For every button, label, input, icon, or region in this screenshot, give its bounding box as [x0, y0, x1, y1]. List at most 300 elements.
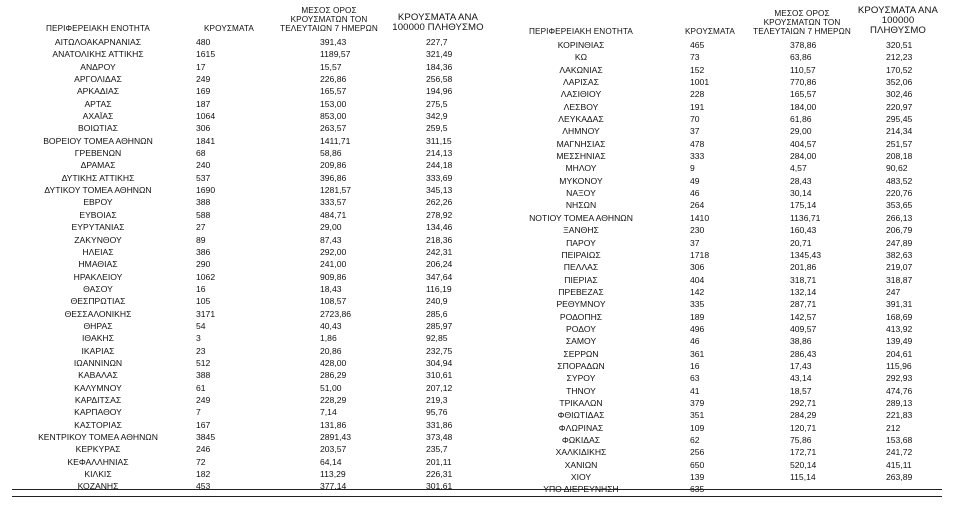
cell-cases: 3845 [196, 432, 216, 442]
cell-per100k: 208,18 [886, 151, 913, 162]
cell-per100k: 226,31 [426, 469, 453, 480]
cell-per100k: 345,13 [426, 185, 453, 196]
cell-cases: 333 [690, 151, 705, 162]
cell-cases: 23 [196, 345, 206, 356]
cell-region: ΔΥΤΙΚΗΣ ΑΤΤΙΚΗΣ [61, 172, 135, 183]
cell-avg7: 29,00 [320, 222, 342, 233]
cell-region: ΜΑΓΝΗΣΙΑΣ [556, 138, 606, 149]
cell-per100k: 292,93 [886, 373, 913, 384]
cell-cases: 73 [690, 52, 700, 63]
cell-per100k: 206,24 [426, 259, 453, 270]
cell-per100k: 220,76 [886, 188, 913, 199]
cell-cases: 62 [690, 435, 700, 445]
cell-cases: 169 [196, 86, 211, 97]
cell-per100k: 302,46 [886, 89, 913, 100]
cell-avg7: 284,00 [790, 151, 817, 162]
cell-region: ΥΠΟ ΔΙΕΡΕΥΝΗΣΗ [543, 484, 619, 495]
table-row [492, 101, 942, 113]
table-header-row [12, 6, 492, 36]
cell-cases: 388 [196, 370, 211, 381]
cell-region: ΚΙΛΚΙΣ [84, 469, 112, 480]
cell-avg7: 15,57 [320, 61, 342, 72]
cell-region: ΑΡΚΑΔΙΑΣ [76, 86, 120, 97]
cell-cases: 1001 [690, 77, 710, 88]
table-row [12, 147, 492, 159]
cell-avg7: 7,14 [320, 407, 337, 418]
cell-per100k: 347,64 [426, 271, 453, 282]
cell-per100k: 227,7 [426, 37, 448, 47]
cell-per100k: 333,69 [426, 172, 453, 183]
table-row [12, 172, 492, 184]
header-avg7: ΜΕΣΟΣ ΟΡΟΣ ΚΡΟΥΣΜΑΤΩΝ ΤΟΝ ΤΕΛΕΥΤΑΙΩΝ 7 ΗΜΕΡΩΝ [753, 9, 851, 36]
cell-avg7: 175,14 [790, 200, 817, 211]
cell-cases: 191 [690, 101, 705, 112]
header-cases: ΚΡΟΥΣΜΑΤΑ [685, 27, 735, 36]
cell-avg7: 1281,57 [320, 185, 352, 196]
cell-region: ΓΡΕΒΕΝΩΝ [74, 148, 122, 159]
cell-cases: 46 [690, 336, 700, 347]
cell-cases: 351 [690, 410, 705, 421]
cell-cases: 478 [690, 138, 705, 149]
cell-region: ΝΟΤΙΟΥ ΤΟΜΕΑ ΑΘΗΝΩΝ [529, 212, 633, 223]
cell-region: ΧΙΟΥ [570, 472, 592, 483]
table-row [12, 382, 492, 394]
cell-region: ΤΗΝΟΥ [566, 385, 596, 396]
cell-avg7: 28,43 [790, 175, 812, 186]
cell-region: ΕΥΡΥΤΑΝΙΑΣ [71, 222, 125, 233]
table-row [12, 85, 492, 97]
cell-region: ΤΡΙΚΑΛΩΝ [559, 397, 603, 408]
cell-per100k: 240,9 [426, 296, 448, 307]
cell-region: ΝΗΣΩΝ [565, 200, 597, 211]
table-row [12, 98, 492, 110]
table-row [492, 237, 942, 249]
table-row [492, 298, 942, 310]
table-row [12, 110, 492, 122]
table-row [492, 64, 942, 76]
cell-avg7: 64,14 [320, 456, 342, 467]
cell-per100k: 168,69 [886, 311, 913, 322]
cell-per100k: 241,72 [886, 447, 913, 458]
table-row [492, 311, 942, 323]
cell-region: ΡΕΘΥΜΝΟΥ [556, 299, 606, 310]
cell-per100k: 232,75 [426, 345, 453, 356]
cell-avg7: 40,43 [320, 320, 342, 331]
table-row [492, 323, 942, 335]
cell-cases: 379 [690, 397, 705, 408]
cell-region: ΚΑΛΥΜΝΟΥ [74, 382, 122, 393]
cell-region: ΔΡΑΜΑΣ [80, 160, 116, 171]
cell-region: ΒΟΡΕΙΟΥ ΤΟΜΕΑ ΑΘΗΝΩΝ [43, 135, 153, 146]
cell-region: ΧΑΝΙΩΝ [564, 459, 598, 470]
table-row [12, 308, 492, 320]
cell-per100k: 134,46 [426, 222, 453, 233]
cell-per100k: 318,87 [886, 274, 913, 285]
cell-avg7: 132,14 [790, 286, 817, 297]
cell-cases: 27 [196, 222, 206, 233]
cell-avg7: 51,00 [320, 382, 342, 393]
cell-cases: 142 [690, 286, 705, 297]
cell-avg7: 87,43 [320, 234, 342, 245]
table-row [492, 224, 942, 236]
cell-region: ΛΕΣΒΟΥ [563, 101, 599, 112]
cell-region: ΠΡΕΒΕΖΑΣ [558, 286, 604, 297]
cell-cases: 256 [690, 447, 705, 458]
table-row [492, 274, 942, 286]
table-row [492, 187, 942, 199]
table-row [12, 419, 492, 431]
cell-region: ΦΘΙΩΤΙΔΑΣ [557, 410, 605, 421]
header-cases: ΚΡΟΥΣΜΑΤΑ [204, 24, 254, 33]
cell-per100k: 204,61 [886, 348, 913, 359]
cell-cases: 187 [196, 98, 211, 109]
cell-avg7: 20,71 [790, 237, 812, 248]
cell-per100k: 220,97 [886, 101, 913, 112]
table-row [492, 397, 942, 409]
cell-cases: 1062 [196, 271, 216, 282]
table-row [492, 360, 942, 372]
cell-per100k: 184,36 [426, 61, 453, 72]
cases-table-right [492, 6, 942, 496]
cell-per100k: 244,18 [426, 160, 453, 171]
cell-cases: 70 [690, 114, 700, 125]
cell-cases: 17 [196, 61, 206, 72]
cell-avg7: 108,57 [320, 296, 347, 307]
cell-region: ΗΜΑΘΙΑΣ [78, 259, 118, 270]
cell-per100k: 295,45 [886, 114, 913, 125]
cell-avg7: 241,00 [320, 259, 347, 270]
cell-per100k: 285,97 [426, 320, 453, 331]
header-per100k: ΚΡΟΥΣΜΑΤΑ ΑΝΑ 100000 ΠΛΗΘΥΣΜΟ [392, 12, 484, 33]
cell-cases: 335 [690, 299, 705, 310]
table-row [492, 199, 942, 211]
cell-cases: 72 [196, 456, 206, 467]
cell-cases: 453 [196, 481, 211, 492]
cell-per100k: 391,31 [886, 299, 913, 310]
cell-per100k: 320,51 [886, 40, 913, 50]
cell-region: ΜΗΛΟΥ [565, 163, 597, 174]
cell-avg7: 120,71 [790, 422, 817, 433]
cell-avg7: 38,86 [790, 336, 812, 347]
cell-region: ΚΑΣΤΟΡΙΑΣ [74, 419, 122, 430]
table-row [492, 434, 942, 446]
cell-avg7: 287,71 [790, 299, 817, 310]
cell-cases: 306 [690, 262, 705, 273]
cell-avg7: 17,43 [790, 360, 812, 371]
cell-region: ΚΩ [574, 52, 588, 63]
cell-cases: 404 [690, 274, 705, 285]
cell-region: ΙΚΑΡΙΑΣ [81, 345, 115, 356]
cell-region: ΗΛΕΙΑΣ [82, 246, 114, 257]
cell-avg7: 110,57 [790, 64, 816, 75]
cell-avg7: 142,57 [790, 311, 817, 322]
cell-cases: 7 [196, 407, 201, 418]
table-row [12, 48, 492, 60]
cell-region: ΡΟΔΟΠΗΣ [559, 311, 603, 322]
cell-cases: 54 [196, 320, 206, 331]
cell-region: ΚΑΡΠΑΘΟΥ [74, 407, 122, 418]
cell-avg7: 226,86 [320, 74, 347, 85]
cell-avg7: 333,57 [320, 197, 347, 208]
cell-cases: 635 [690, 484, 705, 495]
cell-per100k: 116,19 [426, 283, 452, 294]
table-row [12, 443, 492, 455]
cell-region: ΞΑΝΘΗΣ [563, 225, 599, 236]
table-row [12, 468, 492, 480]
cell-avg7: 29,00 [790, 126, 812, 137]
table-row [492, 88, 942, 100]
cell-cases: 386 [196, 246, 211, 257]
cell-avg7: 409,57 [790, 323, 817, 334]
cell-region: ΛΑΣΙΘΙΟΥ [560, 89, 602, 100]
cell-per100k: 413,92 [886, 323, 913, 334]
cell-per100k: 115,96 [886, 360, 912, 371]
cell-cases: 61 [196, 382, 206, 393]
table-row [12, 332, 492, 344]
cell-region: ΛΑΚΩΝΙΑΣ [559, 64, 603, 75]
cell-cases: 182 [196, 469, 211, 480]
table-row [12, 135, 492, 147]
cell-per100k: 153,68 [886, 435, 913, 445]
cell-per100k: 342,9 [426, 111, 448, 122]
cell-cases: 465 [690, 40, 705, 50]
cell-per100k: 219,07 [886, 262, 913, 273]
table-row [12, 345, 492, 357]
cell-per100k: 474,76 [886, 385, 913, 396]
cell-region: ΚΕΡΚΥΡΑΣ [75, 444, 121, 455]
cell-region: ΠΙΕΡΙΑΣ [564, 274, 598, 285]
cell-avg7: 184,00 [790, 101, 817, 112]
cell-cases: 167 [196, 419, 211, 430]
cell-cases: 16 [690, 360, 700, 371]
footer-rule-thick [12, 496, 942, 497]
cell-avg7: 377,14 [320, 481, 347, 492]
table-row [12, 221, 492, 233]
table-row [492, 459, 942, 471]
cell-per100k: 201,11 [426, 456, 452, 467]
cell-region: ΛΕΥΚΑΔΑΣ [558, 114, 604, 125]
cell-avg7: 18,43 [320, 283, 342, 294]
cell-avg7: 18,57 [790, 385, 812, 396]
cell-avg7: 2723,86 [320, 308, 352, 319]
table-row [492, 125, 942, 137]
cell-per100k: 262,26 [426, 197, 453, 208]
cell-avg7: 292,71 [790, 397, 817, 408]
cell-region: ΠΕΙΡΑΙΩΣ [561, 249, 601, 260]
cell-cases: 1615 [196, 49, 216, 60]
table-row [492, 385, 942, 397]
table-row [12, 357, 492, 369]
cell-per100k: 256,58 [426, 74, 453, 85]
table-row [12, 431, 492, 443]
cell-per100k: 331,86 [426, 419, 453, 430]
table-row [12, 456, 492, 468]
cell-cases: 1410 [690, 212, 710, 223]
cell-cases: 588 [196, 209, 211, 220]
cell-cases: 228 [690, 89, 705, 100]
table-row [12, 73, 492, 85]
header-per100k: ΚΡΟΥΣΜΑΤΑ ΑΝΑ 100000 ΠΛΗΘΥΣΜΟ [857, 5, 939, 36]
cell-per100k: 289,13 [886, 397, 913, 408]
cell-region: ΛΑΡΙΣΑΣ [563, 77, 599, 88]
cell-region: ΙΩΑΝΝΙΝΩΝ [73, 357, 123, 368]
cell-region: ΕΥΒΟΙΑΣ [79, 209, 117, 220]
table-row [492, 51, 942, 63]
cell-region: ΜΕΣΣΗΝΙΑΣ [556, 151, 606, 162]
cell-region: ΑΝΔΡΟΥ [80, 61, 116, 72]
cell-avg7: 318,71 [790, 274, 817, 285]
cell-cases: 68 [196, 148, 206, 159]
table-body-left [12, 36, 492, 493]
cell-region: ΙΘΑΚΗΣ [82, 333, 114, 344]
cell-region: ΚΑΒΑΛΑΣ [78, 370, 118, 381]
cell-avg7: 484,71 [320, 209, 347, 220]
header-region: ΠΕΡΙΦΕΡΕΙΑΚΗ ΕΝΟΤΗΤΑ [529, 27, 633, 36]
cell-cases: 89 [196, 234, 206, 245]
cell-cases: 1064 [196, 111, 216, 122]
cell-cases: 388 [196, 197, 211, 208]
cell-region: ΚΕΦΑΛΛΗΝΙΑΣ [67, 456, 129, 467]
cell-avg7: 165,57 [320, 86, 347, 97]
table-row [12, 283, 492, 295]
cell-avg7: 1,86 [320, 333, 337, 344]
cell-per100k: 242,31 [426, 246, 453, 257]
table-row [492, 286, 942, 298]
cell-per100k: 212 [886, 422, 901, 433]
cell-region: ΧΑΛΚΙΔΙΚΗΣ [555, 447, 607, 458]
cell-cases: 512 [196, 357, 211, 368]
cell-per100k: 247 [886, 286, 901, 297]
cell-per100k: 275,5 [426, 98, 448, 109]
cell-avg7: 853,00 [320, 111, 347, 122]
cell-per100k: 247,89 [886, 237, 913, 248]
cell-per100k: 285,6 [426, 308, 448, 319]
cell-region: ΣΑΜΟΥ [565, 336, 597, 347]
cell-region: ΕΒΡΟΥ [83, 197, 113, 208]
table-row [12, 369, 492, 381]
table-row [492, 113, 942, 125]
table-row [12, 36, 492, 48]
cell-per100k: 221,83 [886, 410, 913, 421]
table-row [12, 184, 492, 196]
cell-avg7: 131,86 [320, 419, 347, 430]
cell-avg7: 61,86 [790, 114, 812, 125]
cell-avg7: 1411,71 [320, 135, 351, 146]
cell-region: ΚΟΖΑΝΗΣ [77, 481, 119, 492]
cell-cases: 109 [690, 422, 705, 433]
cell-cases: 480 [196, 37, 211, 47]
cell-avg7: 75,86 [790, 435, 812, 445]
cell-region: ΣΕΡΡΩΝ [563, 348, 599, 359]
cell-cases: 1718 [690, 249, 710, 260]
cell-region: ΘΗΡΑΣ [83, 320, 113, 331]
cell-cases: 139 [690, 472, 705, 483]
cell-region: ΒΟΙΩΤΙΑΣ [78, 123, 118, 134]
cell-region: ΝΑΞΟΥ [566, 188, 596, 199]
cell-per100k: 92,85 [426, 333, 448, 344]
cell-cases: 249 [196, 74, 211, 85]
cell-avg7: 520,14 [790, 459, 817, 470]
cell-avg7: 160,43 [790, 225, 817, 236]
table-row [492, 212, 942, 224]
cell-avg7: 284,29 [790, 410, 817, 421]
cell-per100k: 301,61 [426, 481, 453, 492]
cell-avg7: 286,29 [320, 370, 347, 381]
table-row [492, 175, 942, 187]
cell-cases: 290 [196, 259, 211, 270]
cell-per100k: 373,48 [426, 432, 453, 442]
cell-per100k: 310,61 [426, 370, 453, 381]
table-row [492, 348, 942, 360]
table-row [492, 39, 942, 51]
cell-region: ΑΙΤΩΛΟΑΚΑΡΝΑΝΙΑΣ [54, 37, 142, 47]
cell-per100k: 311,15 [426, 135, 452, 146]
table-row [12, 234, 492, 246]
cell-per100k: 251,57 [886, 138, 913, 149]
cell-avg7: 153,00 [320, 98, 347, 109]
cell-per100k: 259,5 [426, 123, 448, 134]
cell-region: ΘΑΣΟΥ [83, 283, 113, 294]
cell-avg7: 2891,43 [320, 432, 352, 442]
cell-per100k: 235,7 [426, 444, 448, 455]
cell-cases: 240 [196, 160, 211, 171]
cell-region: ΗΡΑΚΛΕΙΟΥ [73, 271, 123, 282]
cases-table-left [12, 6, 492, 493]
table-row [12, 320, 492, 332]
table-row [12, 209, 492, 221]
cell-avg7: 43,14 [790, 373, 812, 384]
cell-region: ΚΑΡΔΙΤΣΑΣ [74, 394, 122, 405]
cell-region: ΚΕΝΤΡΙΚΟΥ ΤΟΜΕΑ ΑΘΗΝΩΝ [38, 432, 158, 442]
cell-cases: 306 [196, 123, 211, 134]
table-row [12, 196, 492, 208]
cell-avg7: 30,14 [790, 188, 812, 199]
cell-cases: 3171 [196, 308, 216, 319]
cell-per100k: 278,92 [426, 209, 453, 220]
cell-region: ΑΧΑΪΑΣ [82, 111, 114, 122]
cell-region: ΠΑΡΟΥ [566, 237, 596, 248]
cell-cases: 189 [690, 311, 705, 322]
cell-avg7: 292,00 [320, 246, 347, 257]
table-row [12, 159, 492, 171]
cell-cases: 361 [690, 348, 705, 359]
table-row [492, 335, 942, 347]
cell-per100k: 415,11 [886, 459, 912, 470]
cell-per100k: 206,79 [886, 225, 913, 236]
cell-per100k: 304,94 [426, 357, 453, 368]
table-row [492, 249, 942, 261]
cell-per100k: 139,49 [886, 336, 913, 347]
cell-region: ΖΑΚΥΝΘΟΥ [74, 234, 122, 245]
cell-per100k: 194,96 [426, 86, 453, 97]
table-row [12, 295, 492, 307]
cell-avg7: 58,86 [320, 148, 342, 159]
cell-region: ΡΟΔΟΥ [566, 323, 596, 334]
cell-avg7: 20,86 [320, 345, 342, 356]
cell-cases: 1690 [196, 185, 216, 196]
cell-cases: 9 [690, 163, 695, 174]
cell-per100k: 214,13 [426, 148, 453, 159]
table-row [492, 471, 942, 483]
table-row [492, 409, 942, 421]
table-row [492, 150, 942, 162]
table-row [492, 372, 942, 384]
cell-per100k: 214,34 [886, 126, 913, 137]
cell-per100k: 266,13 [886, 212, 913, 223]
cell-cases: 264 [690, 200, 705, 211]
cell-region: ΛΗΜΝΟΥ [562, 126, 600, 137]
cell-per100k: 218,36 [426, 234, 453, 245]
